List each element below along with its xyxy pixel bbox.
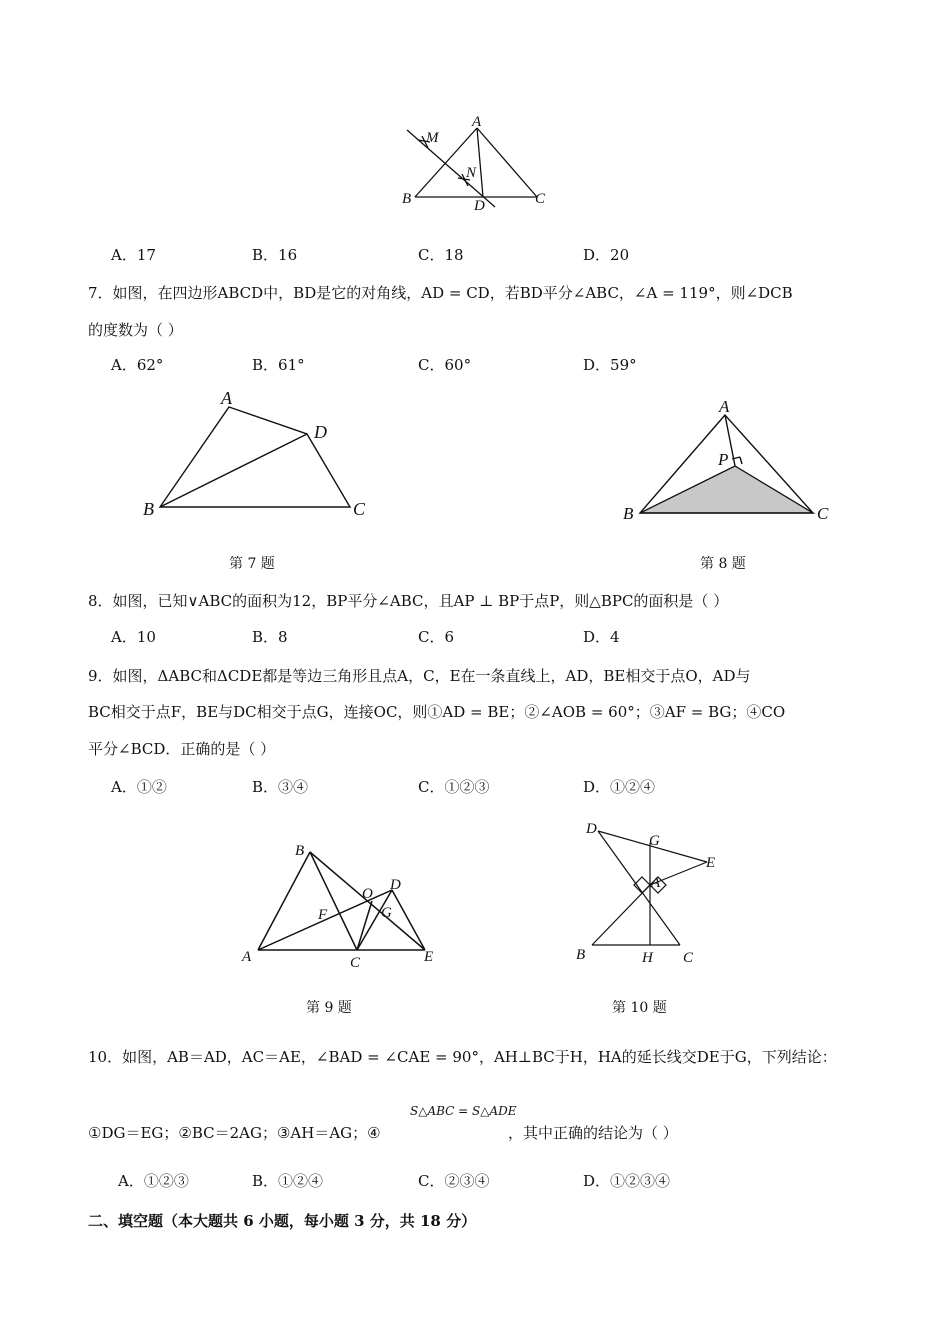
q9-stem-line2: BC相交于点F，BE与DC相交于点G，连接OC，则①AD = BE；②∠AOB = 60°；③AF = BG；④CO — [88, 703, 786, 721]
q10-option-c[interactable]: C．②③④ — [418, 1172, 490, 1190]
fig7-label-d: D — [314, 422, 327, 442]
q9-option-a[interactable]: A．①② — [111, 778, 167, 796]
q9-option-c[interactable]: C．①②③ — [418, 778, 490, 796]
q8-option-b[interactable]: B．8 — [252, 628, 288, 646]
q6-option-a[interactable]: A．17 — [111, 246, 156, 264]
q9-option-b[interactable]: B．③④ — [252, 778, 309, 796]
fig9-label-a: A — [242, 949, 252, 965]
q10-stem-line2b: ，其中正确的结论为（ ） — [508, 1124, 678, 1142]
q7-option-a[interactable]: A．62° — [111, 356, 164, 374]
figure-q9 — [235, 835, 450, 975]
fig8-label-p: P — [718, 450, 729, 469]
fig10-label-h: H — [642, 950, 653, 966]
q9-stem-line1: 9．如图，ΔABC和ΔCDE都是等边三角形且点A，C，E在一条直线上，AD，BE相交于点O，AD与 — [88, 667, 751, 685]
q8-option-d[interactable]: D．4 — [583, 628, 620, 646]
fig8-caption: 第 8 题 — [700, 556, 746, 572]
q10-option-a[interactable]: A．①②③ — [118, 1172, 189, 1190]
fig9-label-e: E — [424, 949, 434, 965]
q9-stem-line3: 平分∠BCD．正确的是（ ） — [88, 740, 276, 758]
fig7-label-a: A — [221, 388, 232, 408]
fig9-label-o: O — [362, 886, 373, 902]
fig9-label-d: D — [390, 877, 401, 893]
fig10-label-e: E — [706, 855, 716, 871]
fig8-label-b: B — [623, 504, 634, 523]
figure-q6 — [395, 110, 555, 220]
q8-option-c[interactable]: C．6 — [418, 628, 455, 646]
fig9-label-c: C — [350, 955, 361, 971]
fig6-label-a: A — [472, 114, 482, 130]
q7-stem-line2: 的度数为（ ） — [88, 321, 183, 339]
q7-option-b[interactable]: B．61° — [252, 356, 305, 374]
q8-stem: 8．如图，已知∨ABC的面积为12，BP平分∠ABC，且AP ⊥ BP于点P，则△BPC的面积是（ ） — [88, 592, 729, 610]
figure-q8 — [615, 395, 845, 530]
q6-option-b[interactable]: B．16 — [252, 246, 298, 264]
fig10-label-d: D — [586, 821, 597, 837]
fig6-label-c: C — [535, 191, 546, 207]
q6-option-c[interactable]: C．18 — [418, 246, 464, 264]
fig7-caption: 第 7 题 — [229, 556, 275, 572]
section-2-heading: 二、填空题（本大题共 6 小题，每小题 3 分，共 18 分） — [88, 1212, 477, 1230]
fig7-label-b: B — [143, 499, 154, 519]
fig6-label-m: M — [426, 130, 439, 146]
fig10-label-g: G — [649, 833, 660, 849]
figure-q10 — [570, 815, 730, 975]
fig7-label-c: C — [353, 499, 366, 519]
fig10-label-c: C — [683, 950, 694, 966]
q10-stem-line2a: ①DG＝EG；②BC＝2AG；③AH＝AG；④ — [88, 1124, 381, 1142]
fig6-label-d: D — [474, 198, 485, 214]
q8-option-a[interactable]: A．10 — [111, 628, 156, 646]
q6-option-d[interactable]: D．20 — [583, 246, 630, 264]
fig9-label-g: G — [381, 905, 392, 921]
q10-option-b[interactable]: B．①②④ — [252, 1172, 324, 1190]
fig9-label-f: F — [318, 907, 328, 923]
q10-area-formula: S△ABC = S△ADE — [410, 1104, 517, 1118]
fig10-label-b: B — [576, 947, 586, 963]
q7-stem-line1: 7．如图，在四边形ABCD中，BD是它的对角线，AD = CD，若BD平分∠ABC，∠A = 119°，则∠DCB — [88, 284, 793, 302]
figure-q7 — [135, 385, 385, 530]
fig8-label-c: C — [817, 504, 829, 523]
fig10-caption: 第 10 题 — [612, 1000, 667, 1016]
q10-stem-line1: 10．如图，AB＝AD，AC＝AE，∠BAD = ∠CAE = 90°，AH⊥BC于H，HA的延长线交DE于G，下列结论： — [88, 1048, 837, 1066]
fig9-caption: 第 9 题 — [306, 1000, 352, 1016]
fig8-label-a: A — [719, 397, 730, 416]
fig6-label-b: B — [402, 191, 412, 207]
q7-option-d[interactable]: D．59° — [583, 356, 637, 374]
fig9-label-b: B — [295, 843, 305, 859]
q10-option-d[interactable]: D．①②③④ — [583, 1172, 671, 1190]
q7-option-c[interactable]: C．60° — [418, 356, 472, 374]
fig6-label-n: N — [466, 165, 477, 181]
q9-option-d[interactable]: D．①②④ — [583, 778, 656, 796]
fig10-label-a: A — [651, 875, 661, 891]
